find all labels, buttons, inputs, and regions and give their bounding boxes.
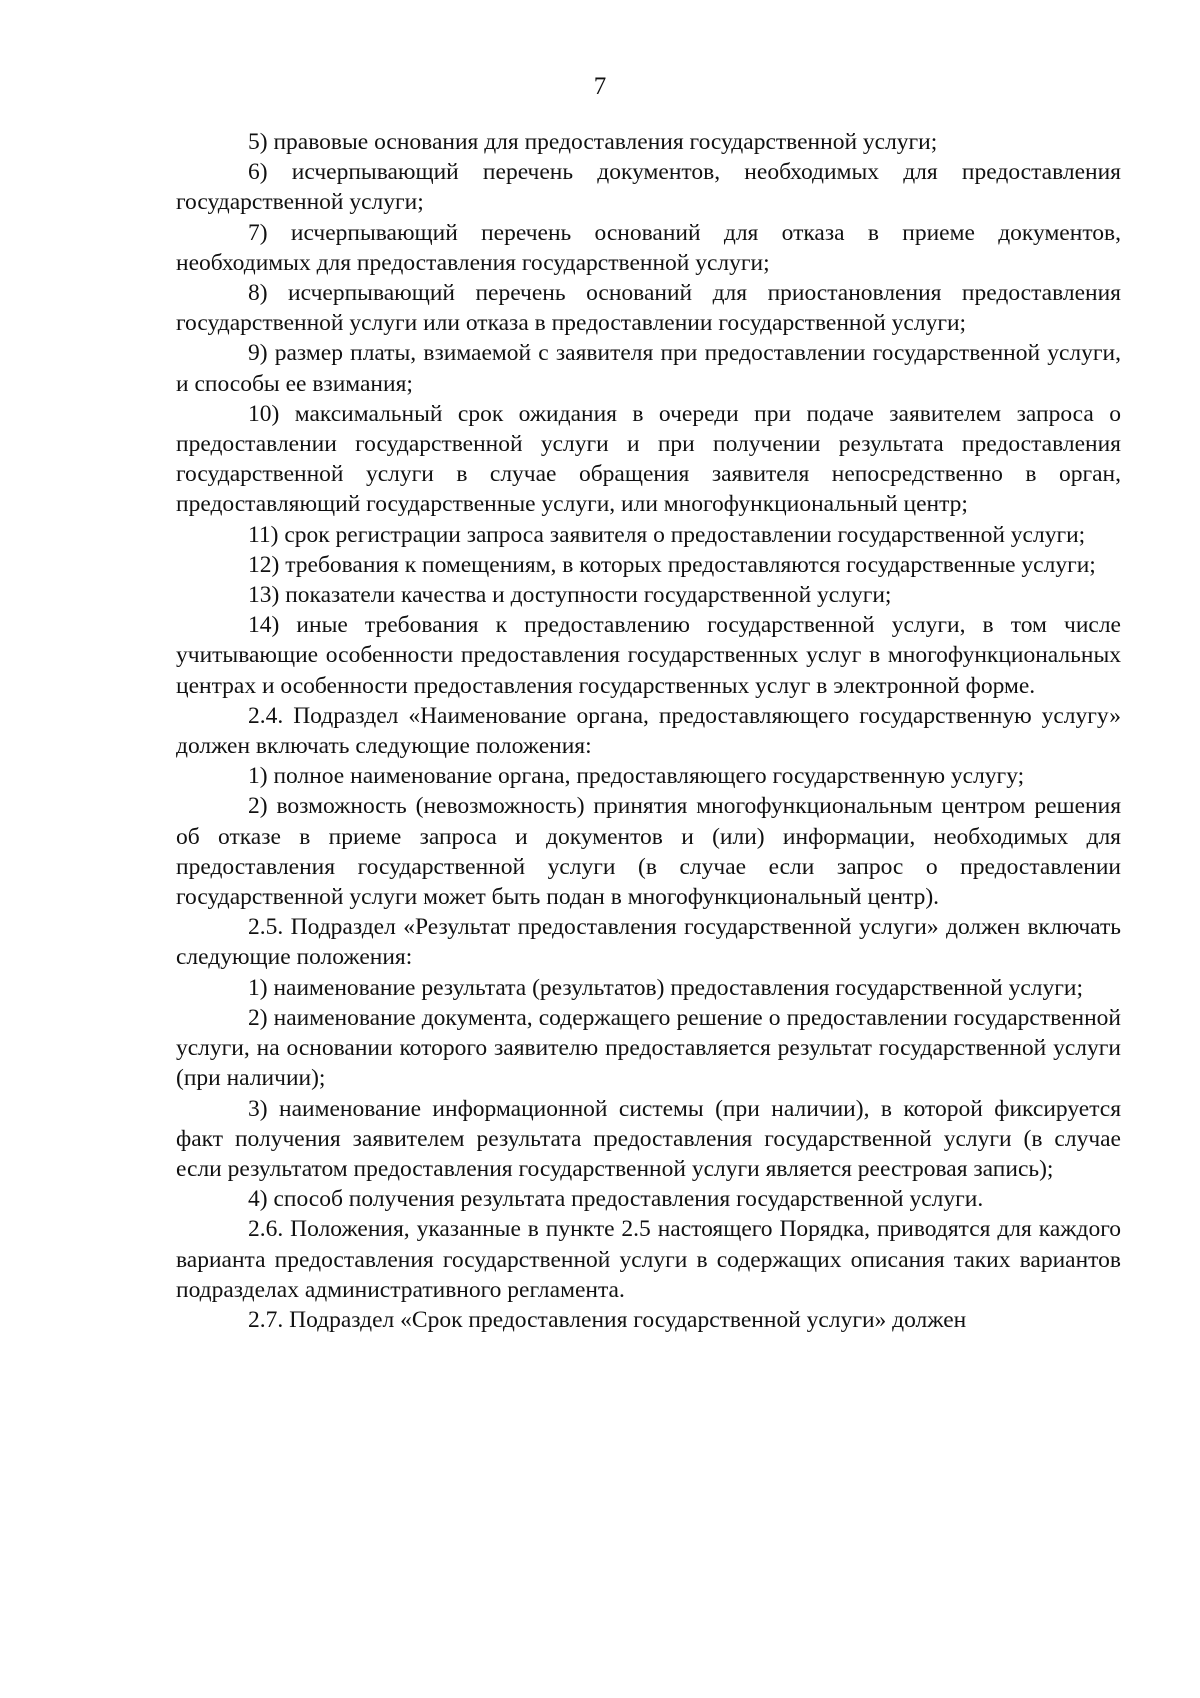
document-body <box>176 127 1121 1335</box>
paragraph-8: 12) требования к помещениям, в которых предоставляются государственные услуги; <box>248 551 1096 578</box>
paragraph-18: 4) способ получения результата предоставления государственной услуги. <box>248 1186 984 1213</box>
paragraph-16: 2) наименование документа, содержащего решение о предоставлении государственной услуги, на основании которого заявителю предоставляется результат государственной услуги (при наличии); <box>176 1004 1121 1092</box>
paragraph-19: 2.6. Положения, указанные в пункте 2.5 настоящего Порядка, приводятся для каждого варианта предоставления государственной услуги в содержащих описания таких вариантов подразделах административного регламента. <box>176 1216 1121 1303</box>
paragraph-9: 13) показатели качества и доступности государственной услуги; <box>248 582 892 609</box>
paragraph-11: 2.4. Подраздел «Наименование органа, предоставляющего государственную услугу» должен включать следующие положения: <box>176 702 1121 760</box>
paragraph-20: 2.7. Подраздел «Срок предоставления государственной услуги» должен <box>248 1306 967 1333</box>
paragraph-2: 6) исчерпывающий перечень документов, необходимых для предоставления государственной услуги; <box>176 159 1121 216</box>
paragraph-3: 7) исчерпывающий перечень оснований для отказа в приеме документов, необходимых для предоставления государственной услуги; <box>176 219 1121 276</box>
paragraph-6: 10) максимальный срок ожидания в очереди при подаче заявителем запроса о предоставлении государственной услуги и при получении результата предоставления государственной услуги в случае обращения заявителя непосредственно в орган, предоставляющий государственные услуги, или многофункциональный центр; <box>176 400 1121 518</box>
paragraph-17: 3) наименование информационной системы (при наличии), в которой фиксируется факт получения заявителем результата предоставления государственной услуги (в случае если результатом предоставления государственной услуги является реестровая запись); <box>176 1095 1121 1182</box>
page-number: 7 <box>593 73 607 100</box>
paragraph-4: 8) исчерпывающий перечень оснований для приостановления предоставления государственной услуги или отказа в предоставлении государственной услуги; <box>176 280 1121 337</box>
paragraph-14: 2.5. Подраздел «Результат предоставления государственной услуги» должен включать следующие положения: <box>176 914 1121 971</box>
paragraph-7: 11) срок регистрации запроса заявителя о предоставлении государственной услуги; <box>248 521 1086 548</box>
paragraph-15: 1) наименование результата (результатов) предоставления государственной услуги; <box>248 974 1084 1001</box>
paragraph-5: 9) размер платы, взимаемой с заявителя при предоставлении государственной услуги, и способы ее взимания; <box>176 340 1121 397</box>
paragraph-1: 5) правовые основания для предоставления государственной услуги; <box>248 129 938 155</box>
paragraph-10: 14) иные требования к предоставлению государственной услуги, в том числе учитывающие особенности предоставления государственных услуг в многофункциональных центрах и особенности предоставления государственных услуг в электронной форме. <box>176 612 1121 699</box>
paragraph-13: 2) возможность (невозможность) принятия многофункциональным центром решения об отказе в приеме запроса и документов и (или) информации, необходимых для предоставления государственной услуги (в случае если запрос о предоставлении государственной услуги может быть подан в многофункциональный центр). <box>176 793 1121 911</box>
paragraph-12: 1) полное наименование органа, предоставляющего государственную услугу; <box>248 763 1025 790</box>
